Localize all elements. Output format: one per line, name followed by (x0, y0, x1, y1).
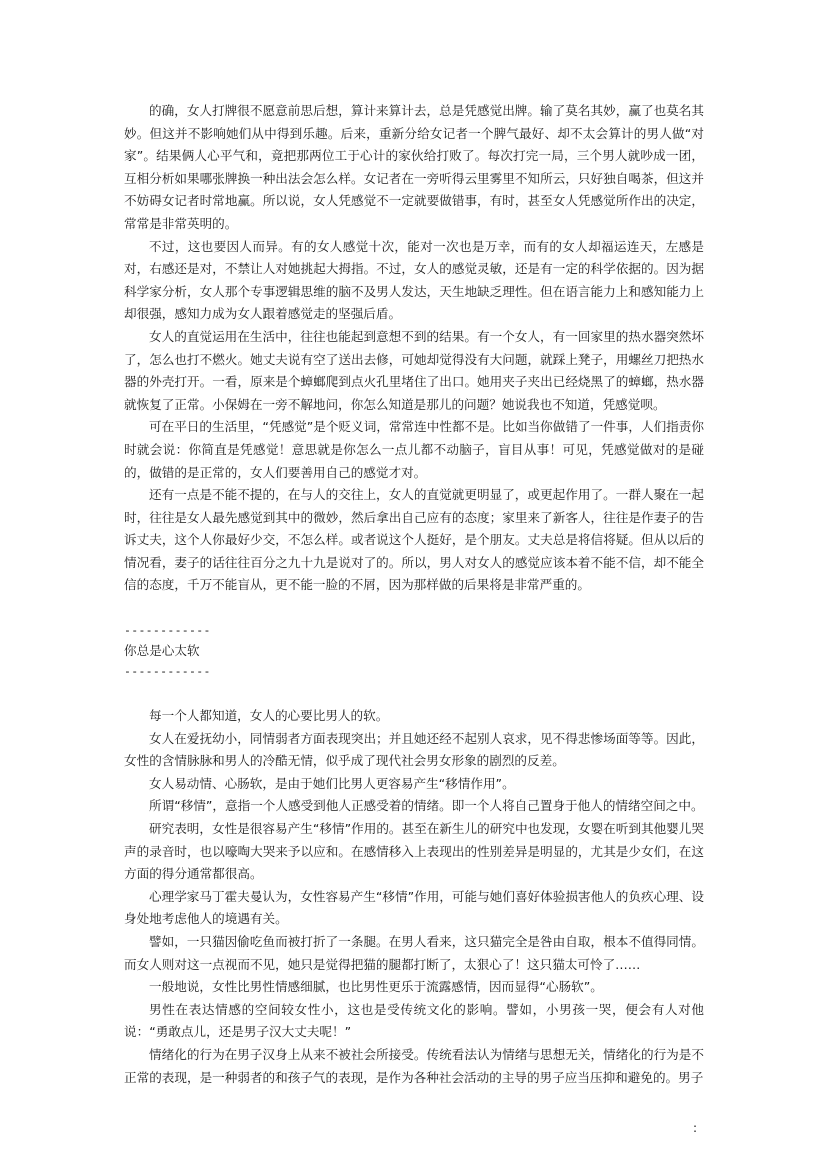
spacer (124, 681, 704, 705)
paragraph: 女人的直觉运用在生活中，往往也能起到意想不到的结果。有一个女人，有一回家里的热水器突然坏了，怎么也打不燃火。她丈夫说有空了送出去修，可她却觉得没有大问题，就踩上凳子，用螺丝刀把热水器的外壳打开。一看，原来是个蟑螂爬到点火孔里堵住了出口。她用夹子夹出已经烧黑了的蟑螂，热水器就恢复了正常。小保姆在一旁不解地问，你怎么知道是那儿的问题？她说我也不知道，凭感觉呗。 (124, 328, 704, 412)
paragraph: 还有一点是不能不提的，在与人的交往上，女人的直觉就更明显了，或更起作用了。一群人聚在一起时，往往是女人最先感觉到其中的微妙，然后拿出自己应有的态度；家里来了新客人，往往是作妻子的告诉丈夫，这个人你最好少交，不怎么样。或者说这个人挺好，是个朋友。丈夫总是将信将疑。但从以后的情况看，妻子的话往往百分之九十九是说对了的。所以，男人对女人的感觉应该本着不能不信，却不能全信的态度，千万不能盲从，更不能一脸的不屑，因为那样做的后果将是非常严重的。 (124, 487, 704, 593)
paragraph: 男性在表达情感的空间较女性小，这也是受传统文化的影响。譬如，小男孩一哭，便会有人对他说：“勇敢点儿，还是男子汉大丈夫呢！” (124, 1001, 704, 1040)
paragraph: 不过，这也要因人而异。有的女人感觉十次，能对一次也是万幸，而有的女人却福运连天，左感是对，右感还是对，不禁让人对她挑起大拇指。不过，女人的感觉灵敏，还是有一定的科学依据的。因为据科学家分析，女人那个专事逻辑思维的脑不及男人发达，天生地缺乏理性。但在语言能力上和感知能力上却很强，感知力成为女人跟着感觉走的坚强后盾。 (124, 238, 704, 322)
document-page (124, 100, 704, 1089)
paragraph: 情绪化的行为在男子汉身上从来不被社会所接受。传统看法认为情绪与思想无关，情绪化的行为是不正常的表现，是一种弱者的和孩子气的表现，是作为各种社会活动的主导的男子应当压抑和避免的。男子 (124, 1046, 704, 1085)
paragraph: 心理学家马丁霍夫曼认为，女性容易产生“移情”作用，可能与她们喜好体验损害他人的负疚心理、设身处地考虑他人的境遇有关。 (124, 888, 704, 927)
divider-bottom: ------------ (124, 664, 211, 679)
paragraph: 的确，女人打牌很不愿意前思后想，算计来算计去，总是凭感觉出牌。输了莫名其妙，赢了也莫名其妙。但这并不影响她们从中得到乐趣。后来，重新分给女记者一个脾气最好、却不太会算计的男人做“对家”。结果俩人心平气和，竟把那两位工于心计的家伙给打败了。每次打完一局，三个男人就吵成一团，互相分析如果哪张牌换一种出法会怎么样。女记者在一旁听得云里雾里不知所云，只好独自喝茶，但这并不妨碍女记者时常地赢。所以说，女人凭感觉不一定就要做错事，有时，甚至女人凭感觉所作出的决定，常常是非常英明的。 (124, 103, 704, 231)
paragraph: 研究表明，女性是很容易产生“移情”作用的。甚至在新生儿的研究中也发现，女婴在听到其他婴儿哭声的录音时，也以嚎啕大哭来予以应和。在感情移入上表现出的性别差异是明显的，尤其是少女们，在这方面的得分通常都很高。 (124, 821, 704, 882)
paragraph: 所谓“移情”，意指一个人感受到他人正感受着的情绪。即一个人将自己置身于他人的情绪空间之中。 (149, 798, 704, 814)
paragraph: 女人在爱抚幼小，同情弱者方面表现突出；并且她还经不起别人哀求，见不得悲惨场面等等。因此，女性的含情脉脉和男人的冷酷无情，似乎成了现代社会男女形象的剧烈的反差。 (124, 730, 704, 769)
paragraph: 一般地说，女性比男性情感细腻，也比男性更乐于流露感情，因而显得“心肠软”。 (149, 979, 603, 995)
section-title: 你总是心太软 (124, 643, 200, 659)
paragraph: 譬如，一只猫因偷吃鱼而被打折了一条腿。在男人看来，这只猫完全是咎由自取，根本不值得同情。而女人则对这一点视而不见，她只是觉得把猫的腿都打断了，太狠心了！这只猫太可怜了…… (124, 934, 704, 972)
divider-top: ------------ (124, 623, 211, 638)
paragraph: 女人易动情、心肠软，是由于她们比男人更容易产生“移情作用”。 (149, 775, 515, 791)
page-footer-mark: : (693, 1121, 698, 1135)
section-1-body (124, 100, 704, 597)
paragraph: 可在平日的生活里，“凭感觉”是个贬义词，常常连中性都不是。比如当你做错了一件事，人们指责你时就会说：你简直是凭感觉！意思就是你怎么一点儿都不动脑子，盲目从事！可见，凭感觉做对的是碰的，做错的是正常的，女人们要善用自己的感觉才对。 (124, 419, 704, 480)
paragraph: 每一个人都知道，女人的心要比男人的软。 (149, 708, 389, 724)
spacer (124, 597, 704, 621)
section-2-body (124, 705, 704, 1089)
